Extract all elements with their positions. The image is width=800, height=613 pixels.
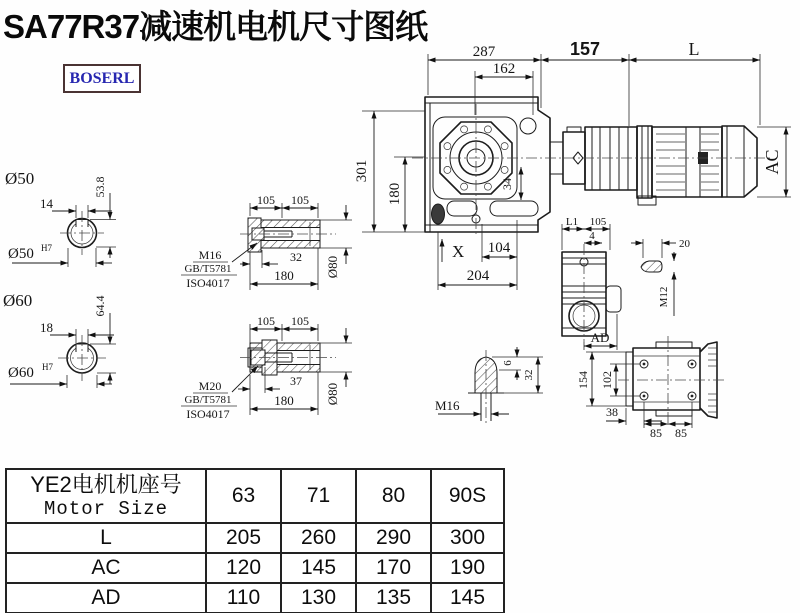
plug-shape xyxy=(641,261,662,272)
dim-label-AD: AD xyxy=(590,330,610,345)
dim-label-18: 18 xyxy=(40,320,53,335)
b1-dim-105b: 105 xyxy=(291,193,309,207)
dim-label-180: 180 xyxy=(387,182,403,206)
oil-plug xyxy=(520,118,536,134)
boserl-logo-text: BOSERL xyxy=(69,69,135,87)
table-cell: 260 xyxy=(281,523,356,553)
dim-label-14: 14 xyxy=(40,196,53,211)
shaft-section-50 xyxy=(5,169,116,267)
table-cell: 145 xyxy=(431,583,504,613)
shaft60-bore-tol: H7 xyxy=(42,362,53,372)
dim-label-M12: M12 xyxy=(658,286,670,308)
dim-label-204: 204 xyxy=(466,268,490,284)
table-header-cell: 71 xyxy=(281,469,356,523)
dim-label-104: 104 xyxy=(487,240,511,256)
shaft50-bore-label: Ø50 xyxy=(8,246,34,262)
dim-label-85a: 85 xyxy=(650,426,662,440)
dim-label-M16-cone: M16 xyxy=(435,398,460,413)
b2-bolt-label: M20 xyxy=(198,379,222,393)
motor-bracket xyxy=(637,126,656,205)
dim-label-4: 4 xyxy=(589,230,595,242)
row-label: AD xyxy=(6,583,206,613)
table-header-cell: 80 xyxy=(356,469,431,523)
table-cell: 110 xyxy=(206,583,281,613)
dim-label-102: 102 xyxy=(600,371,614,389)
dim-label-L: L xyxy=(688,39,700,59)
dim-label-20: 20 xyxy=(679,238,690,250)
rear-view xyxy=(576,336,727,440)
dim-label-AC: AC xyxy=(762,149,782,175)
table-cell: 120 xyxy=(206,553,281,583)
table-cell: 205 xyxy=(206,523,281,553)
dim-label-X: X xyxy=(452,242,465,261)
b2-dim-dia80: Ø80 xyxy=(325,382,340,406)
table-row-AC xyxy=(6,553,504,583)
shaft60-bore-label: Ø60 xyxy=(8,365,34,381)
fan-cover xyxy=(722,126,757,197)
b2-dim-37: 37 xyxy=(290,374,302,388)
shaft50-bore-tol: H7 xyxy=(41,243,52,253)
shaft-section-60 xyxy=(3,291,116,388)
output-side-view xyxy=(562,216,621,350)
b1-dim-180: 180 xyxy=(274,268,294,283)
table-cell: 135 xyxy=(356,583,431,613)
page-title: SA77R37减速机电机尺寸图纸 xyxy=(3,8,428,45)
table-cell: 170 xyxy=(356,553,431,583)
b1-dim-dia80: Ø80 xyxy=(325,255,340,279)
dim-label-154: 154 xyxy=(576,371,590,389)
drain-plug xyxy=(432,204,445,224)
shaft60-label: Ø60 xyxy=(3,291,33,310)
dim-label-34: 34 xyxy=(500,178,514,190)
motor-fins xyxy=(656,134,719,190)
b2-dim-105b: 105 xyxy=(291,314,309,328)
dim-label-301: 301 xyxy=(354,159,370,183)
dim-label-L1: L1 xyxy=(565,216,579,228)
dim-label-38: 38 xyxy=(606,405,618,419)
table-header-motor-size xyxy=(6,469,206,523)
shaft50-label: Ø50 xyxy=(5,169,35,188)
motor-body xyxy=(652,127,722,197)
cone-detail-view xyxy=(435,347,543,426)
row-label: L xyxy=(6,523,206,553)
dim-label-53-8: 53.8 xyxy=(93,176,107,198)
b2-std-iso: ISO4017 xyxy=(186,407,230,421)
b1-std-gb: GB/T5781 xyxy=(184,263,232,275)
motor-size-label-en: Motor Size xyxy=(43,498,169,520)
plug-detail-view xyxy=(631,238,691,316)
table-header-row xyxy=(6,469,504,523)
dim-label-287: 287 xyxy=(472,44,496,60)
dim-label-105-side: 105 xyxy=(589,216,607,228)
table-header-cell: 90S xyxy=(431,469,504,523)
table-row-AD xyxy=(6,583,504,613)
table-cell: 290 xyxy=(356,523,431,553)
dim-label-157: 157 xyxy=(569,39,601,59)
b1-dim-105a: 105 xyxy=(257,193,275,207)
b1-std-iso: ISO4017 xyxy=(186,276,230,290)
table-cell: 145 xyxy=(281,553,356,583)
b2-dim-105a: 105 xyxy=(257,314,275,328)
dim-label-32-cone: 32 xyxy=(523,369,535,381)
bushing-view-2 xyxy=(181,314,352,421)
motor-size-label-cn: YE2电机机座号 xyxy=(30,472,182,497)
bushing-view-1 xyxy=(181,193,352,290)
table-header-cell: 63 xyxy=(206,469,281,523)
row-label: AC xyxy=(6,553,206,583)
dim-label-162: 162 xyxy=(492,61,516,77)
motor-adapter xyxy=(563,127,637,190)
table-cell: 190 xyxy=(431,553,504,583)
b2-dim-180: 180 xyxy=(274,393,294,408)
dim-label-64-4: 64.4 xyxy=(93,295,107,317)
table-cell: 300 xyxy=(431,523,504,553)
table-row-L xyxy=(6,523,504,553)
b2-std-gb: GB/T5781 xyxy=(184,394,232,406)
dim-label-85b: 85 xyxy=(675,426,687,440)
b1-dim-32: 32 xyxy=(290,250,302,264)
dim-label-6: 6 xyxy=(502,360,514,366)
motor-dimension-table xyxy=(5,468,505,613)
b1-bolt-label: M16 xyxy=(198,248,222,262)
table-cell: 130 xyxy=(281,583,356,613)
